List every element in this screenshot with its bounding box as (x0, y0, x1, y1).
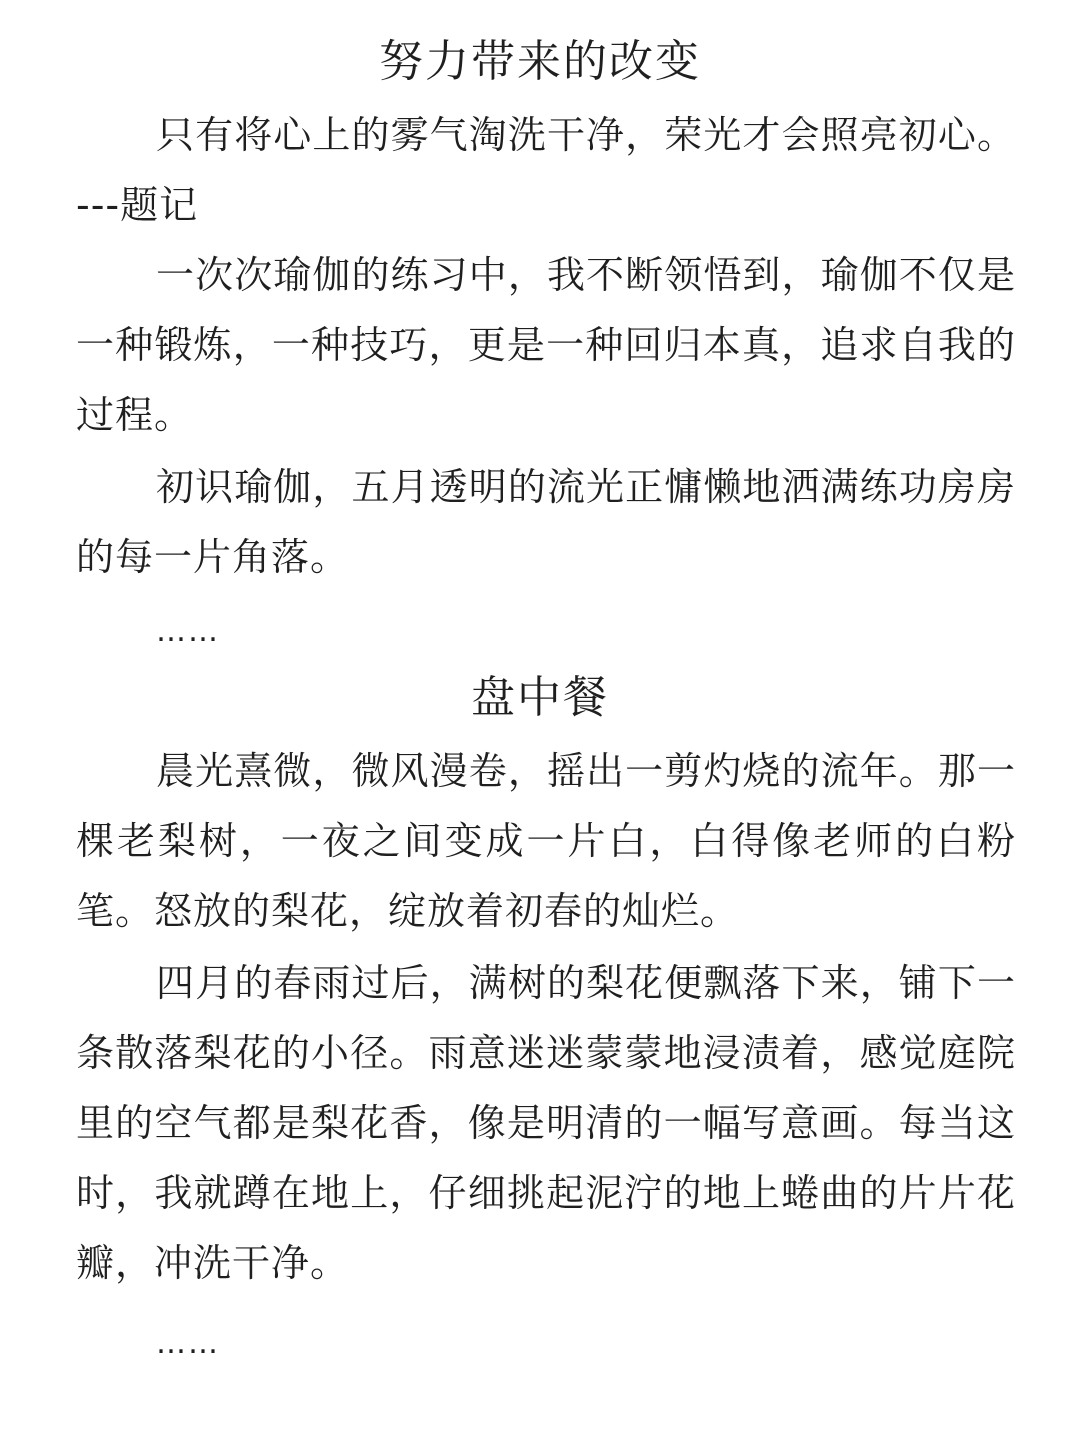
essay-title: 盘中餐 (471, 672, 609, 723)
essay-paragraph: 四月的春雨过后，满树的梨花便飘落下来，铺下一条散落梨花的小径。雨意迷迷蒙蒙地浸渍着，感觉庭院里的空气都是梨花香，像是明清的一幅写意画。每当这时，我就蹲在地上，仔细挑起泥泞的地上蜷曲的片片花瓣，冲洗干净。 (76, 961, 1016, 1285)
essay-paragraph: 晨光熹微，微风漫卷，摇出一剪灼烧的流年。那一棵老梨树，一夜之间变成一片白，白得像老师的白粉笔。怒放的梨花，绽放着初春的灿烂。 (76, 749, 1016, 933)
essay-paragraph: 初识瑜伽，五月透明的流光正慵懒地洒满练功房房的每一片角落。 (76, 465, 1016, 579)
ellipsis-marker: …… (156, 614, 220, 649)
essay-paragraph: 一次次瑜伽的练习中，我不断领悟到，瑜伽不仅是一种锻炼，一种技巧，更是一种回归本真，追求自我的过程。 (76, 253, 1016, 437)
essay-title: 努力带来的改变 (379, 36, 701, 87)
ellipsis-marker: …… (156, 1326, 220, 1361)
epigraph-paragraph: 只有将心上的雾气淘洗干净，荣光才会照亮初心。---题记 (76, 113, 1016, 227)
